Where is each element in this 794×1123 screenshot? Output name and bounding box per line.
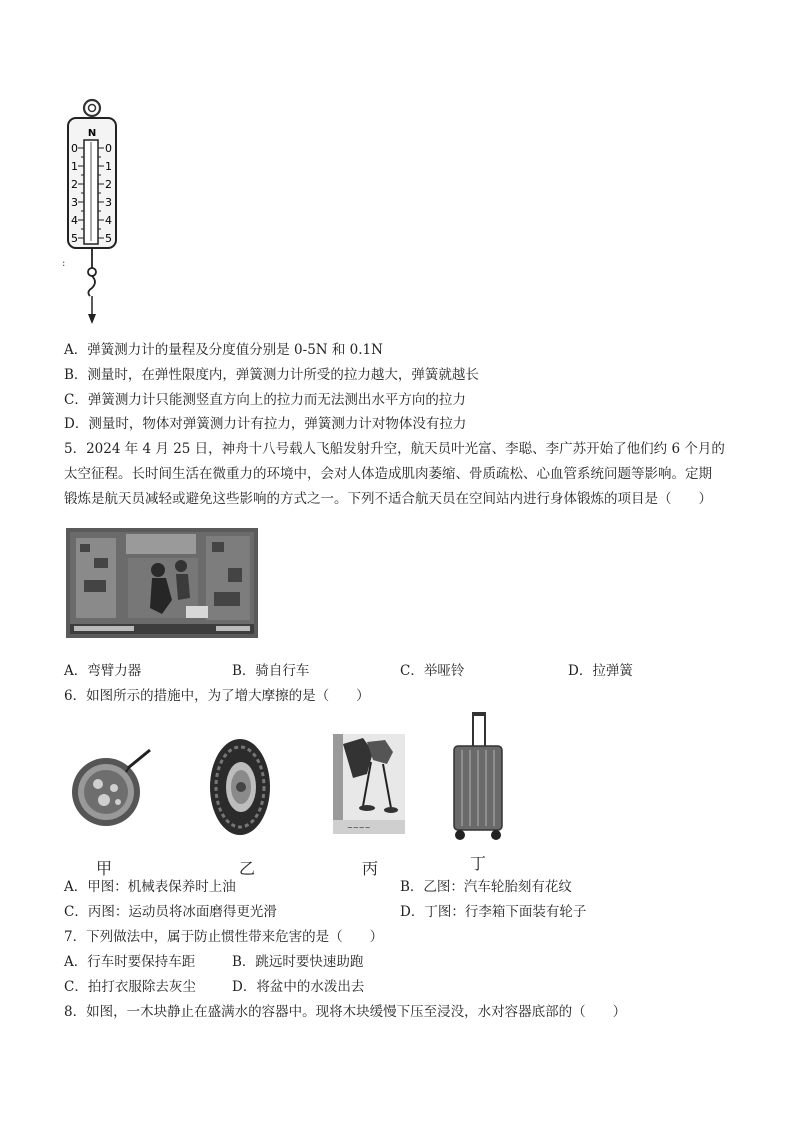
scale-unit: N	[87, 128, 97, 139]
q4-option-d: D．测量时，物体对弹簧测力计有拉力，弹簧测力计对物体没有拉力	[64, 416, 467, 432]
scale-right-4: 4	[105, 214, 112, 227]
watch-oiling-photo	[68, 748, 152, 830]
q5-option-c: C．举哑铃	[400, 663, 465, 679]
svg-text:~~~~: ~~~~	[347, 824, 371, 832]
scale-right-0: 0	[105, 142, 112, 155]
scale-right-3: 3	[105, 196, 112, 209]
q8-stem: 8．如图，一木块静止在盛满水的容器中。现将木块缓慢下压至浸没，水对容器底部的（ ）	[64, 1004, 627, 1020]
caption-ding: 丁	[470, 854, 487, 873]
scale-left-3: 3	[71, 196, 78, 209]
luggage-wheels-photo	[448, 710, 508, 842]
q7-option-d: D．将盆中的水泼出去	[232, 979, 365, 995]
q5-option-a: A．弯臂力器	[64, 663, 142, 679]
q6-option-b: B．乙图：汽车轮胎刻有花纹	[400, 879, 572, 895]
q5-option-d: D．拉弹簧	[568, 663, 633, 679]
q7-option-a: A．行车时要保持车距	[64, 954, 196, 970]
scale-right-2: 2	[105, 178, 112, 191]
q7-option-b: B．跳远时要快速助跑	[232, 954, 364, 970]
q4-option-b: B．测量时，在弹性限度内，弹簧测力计所受的拉力越大，弹簧就越长	[64, 367, 479, 383]
scale-left-4: 4	[71, 214, 78, 227]
curling-sweeping-photo	[333, 734, 405, 834]
q5-stem-line-1: 5．2024 年 4 月 25 日，神舟十八号载人飞船发射升空，航天员叶光富、李聪、李广苏开始了他们约 6 个月的	[64, 441, 725, 457]
q6-stem: 6．如图所示的措施中，为了增大摩擦的是（ ）	[64, 688, 370, 704]
spring-scale-figure	[62, 96, 132, 328]
caption-yi: 乙	[239, 859, 256, 878]
q4-option-c: C．弹簧测力计只能测竖直方向上的拉力而无法测出水平方向的拉力	[64, 392, 466, 408]
q5-stem-line-3: 锻炼是航天员减轻或避免这些影响的方式之一。下列不适合航天员在空间站内进行身体锻炼的项目是（ ）	[64, 491, 712, 507]
q7-stem: 7．下列做法中，属于防止惯性带来危害的是（ ）	[64, 929, 384, 945]
space-station-photo	[66, 528, 258, 638]
q6-option-c: C．丙图：运动员将冰面磨得更光滑	[64, 904, 277, 920]
scale-right-1: 1	[105, 160, 112, 173]
q5-stem-line-2: 太空征程。长时间生活在微重力的环境中，会对人体造成肌肉萎缩、骨质疏松、心血管系统问题等影响。定期	[64, 466, 712, 482]
scale-right-5: 5	[105, 232, 112, 245]
q6-option-d: D．丁图：行李箱下面装有轮子	[400, 904, 587, 920]
scale-left-0: 0	[71, 142, 78, 155]
scale-left-5: 5	[71, 232, 78, 245]
caption-bing: 丙	[362, 859, 379, 878]
q5-option-b: B．骑自行车	[232, 663, 310, 679]
scale-left-1: 1	[71, 160, 78, 173]
caption-jia: 甲	[96, 859, 113, 878]
q6-option-a: A．甲图：机械表保养时上油	[64, 879, 236, 895]
q7-option-c: C．拍打衣服除去灰尘	[64, 979, 196, 995]
svg-text::: :	[62, 258, 66, 269]
q4-option-a: A．弹簧测力计的量程及分度值分别是 0-5N 和 0.1N	[64, 342, 383, 358]
tire-tread-photo	[208, 737, 272, 837]
scale-left-2: 2	[71, 178, 78, 191]
